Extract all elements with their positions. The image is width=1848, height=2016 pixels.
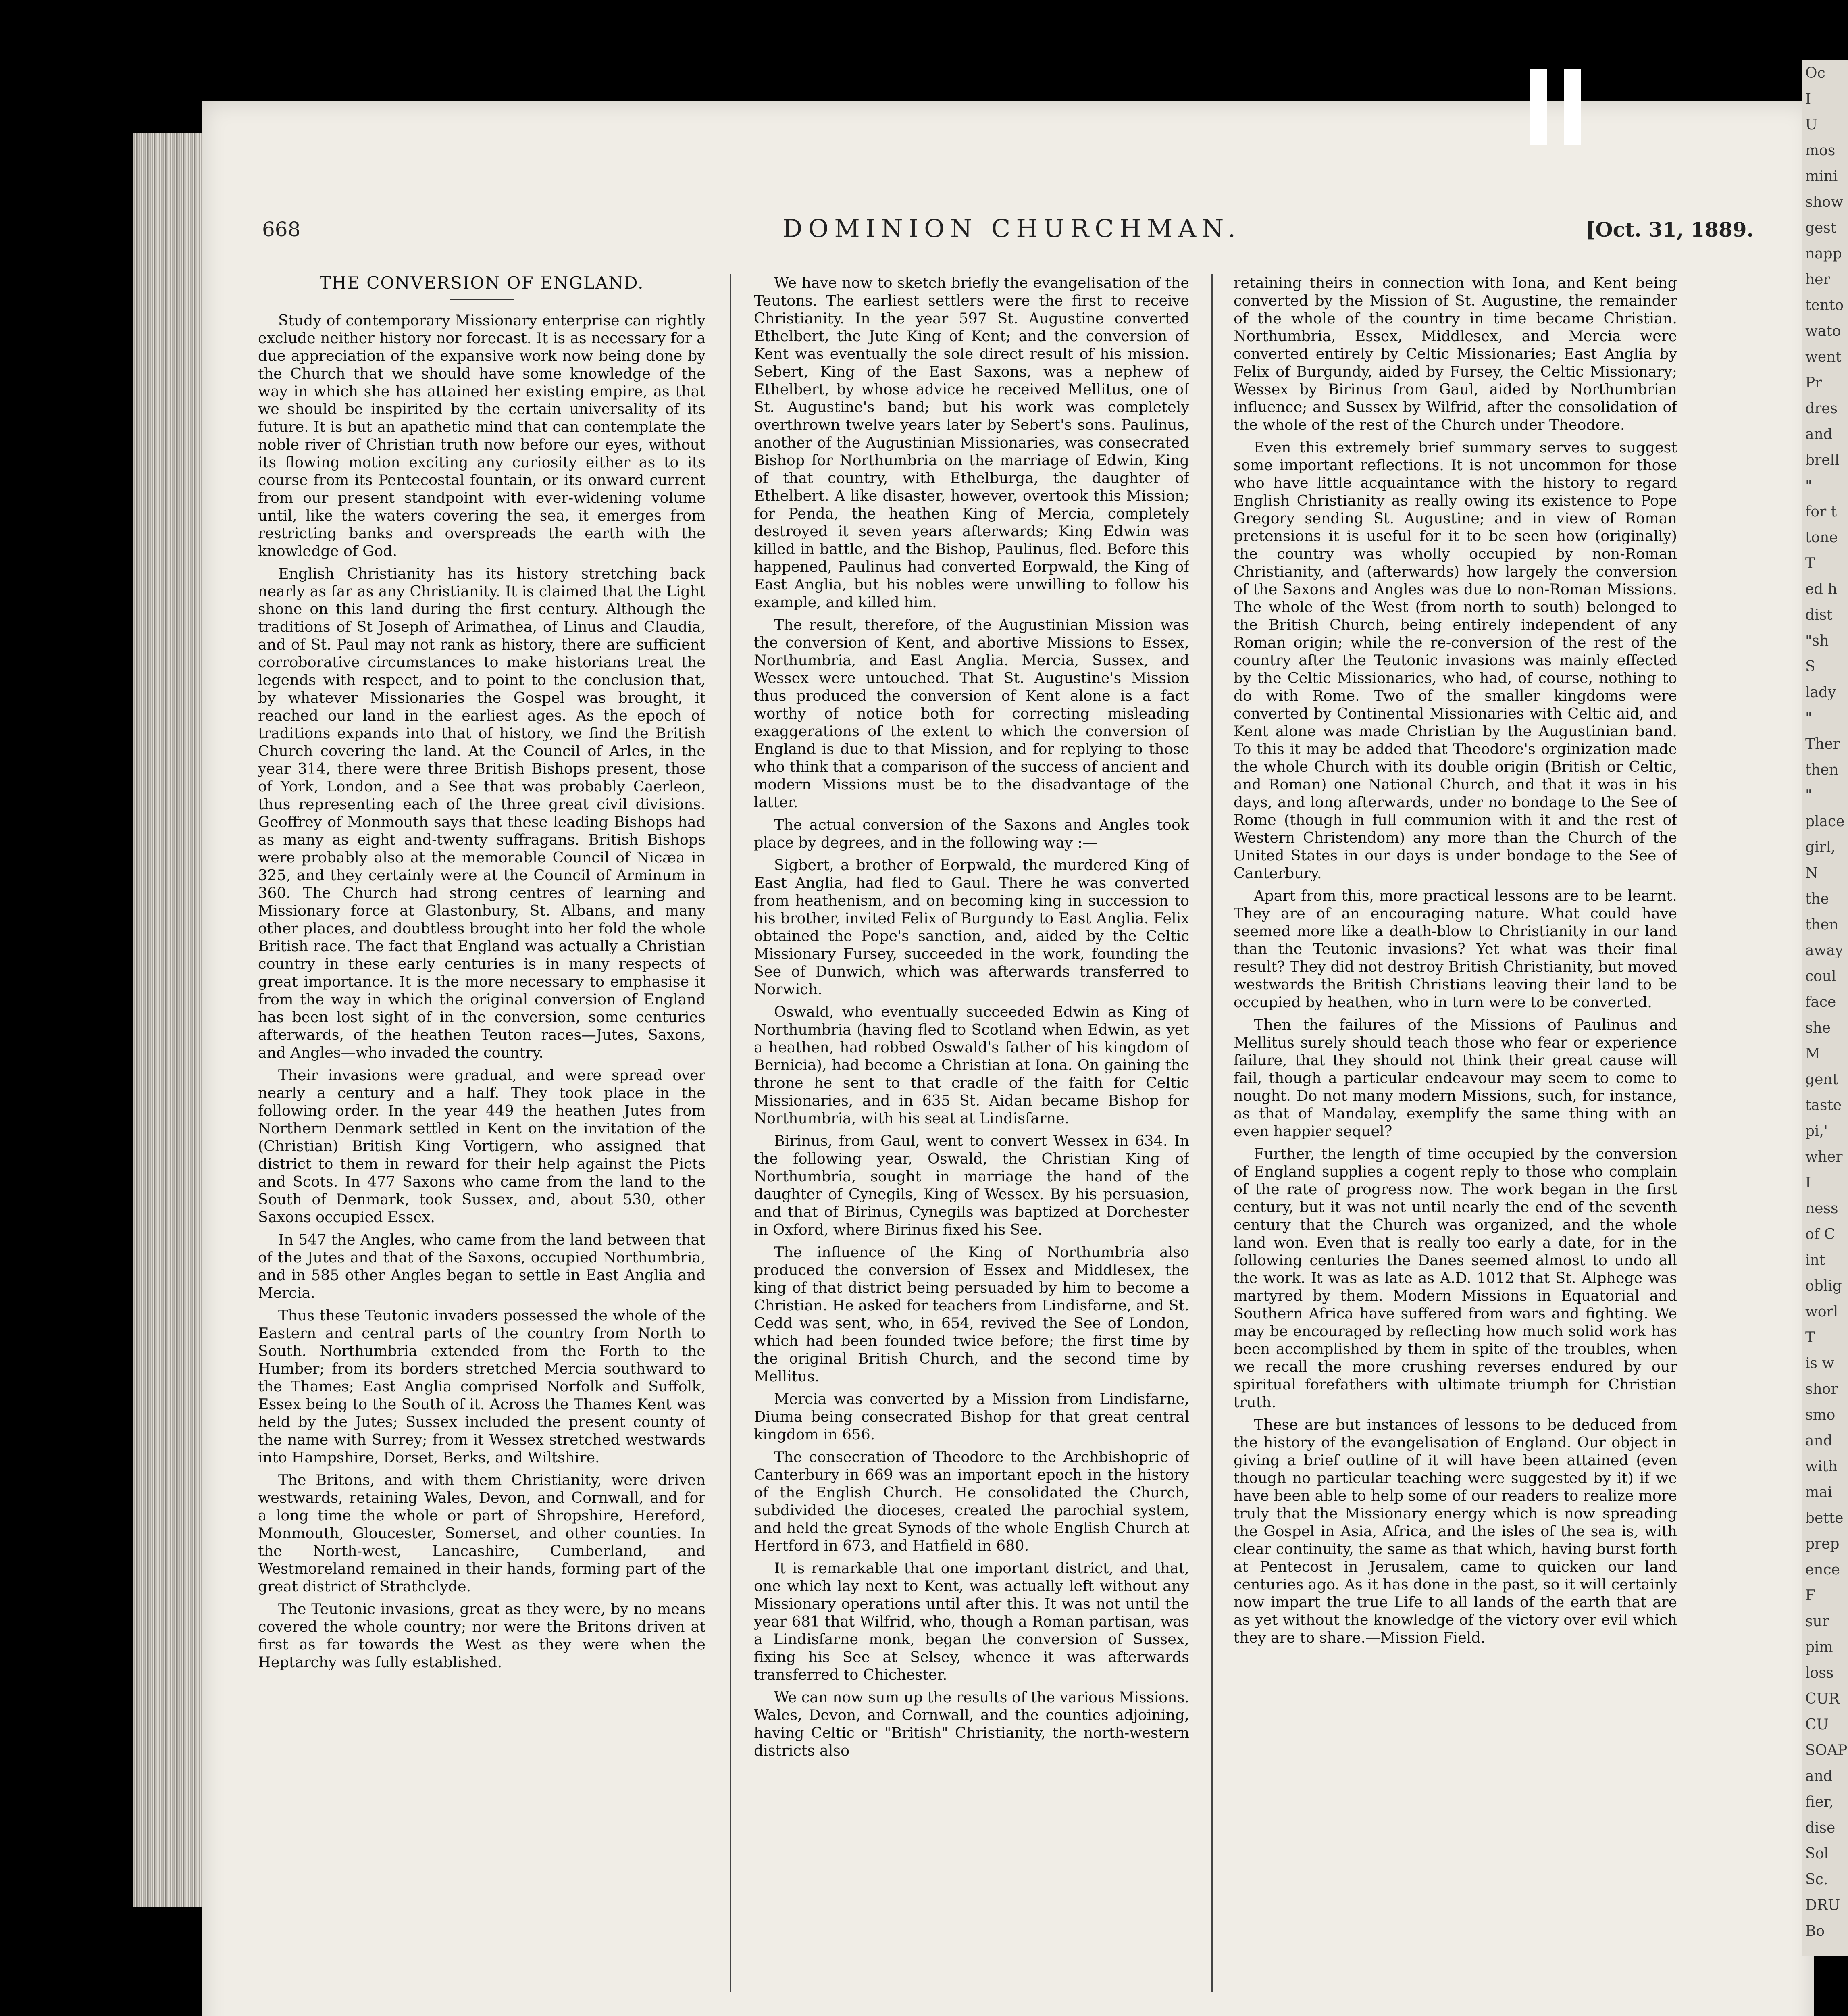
paragraph: Even this extremely brief summary serves to suggest some important reflections. It is not uncommon for those who have little acquaintance with the history to regard English Christianity as really owing its existence to Pope Gregory sending St. Augustine; and in view of Roman pretensions it is useful for it to be seen how (originally) the country was wholly occupied by non-Roman Christianity, and (afterwards) how largely the conversion of the Saxons and Angles was due to non-Roman Missions. The whole of the West (from north to south) belonged to the British Church, being entirely independent of any Roman origin; while the re-conversion of the rest of the country after the Teutonic invasions was mainly effected by the Celtic Missionaries, who had, of course, nothing to do with Rome. Two of the smaller kingdoms were converted by Continental Missionaries with Celtic aid, and Kent alone was made Christian by the Augustinian band. To this it may be added that Theodore's orginization made the whole Church with its double origin (British or Celtic, and Roman) one National Church, and that it was in his days, and long afterwards, under no bondage to the See of Rome (though in full communion with it and the rest of Western Christendom) any more than the Church of the United States in our days is under bondage to the See of Canterbury. (1234, 439, 1677, 882)
paragraph: Apart from this, more practical lessons are to be learnt. They are of an encouraging nature. What could have seemed more like a death-blow to Christianity in our land than the Teutonic invasions? Yet what was their final result? They did not destroy British Christianity, but moved westwards the British Christians leaving their land to be occupied by heathen, who in turn were to be converted. (1234, 887, 1677, 1011)
article-title: THE CONVERSION OF ENGLAND. (319, 274, 644, 293)
next-page-fragment: ed h (1805, 581, 1837, 598)
next-page-fragment: is w (1805, 1355, 1835, 1372)
next-page-fragment: " (1805, 710, 1812, 727)
next-page-fragment: M (1805, 1045, 1820, 1062)
next-page-fragment: for t (1805, 504, 1837, 520)
next-page-fragment: of C (1805, 1226, 1835, 1243)
next-page-fragment: her (1805, 271, 1830, 288)
paragraph: We have now to sketch briefly the evangelisation of the Teutons. The earliest settlers were the first to receive Christianity. In the year 597 St. Augustine converted Ethelbert, the Jute King of Kent; and the conversion of Kent was eventually the sole direct result of his mission. Sebert, King of the East Saxons, was a nephew of Ethelbert, by whose advice he received Mellitus, one of St. Augustine's band; but his work was completely overthrown twelve years later by Sebert's sons. Paulinus, another of the Augustinian Missionaries, was consecrated Bishop for Northumbria on the marriage of Edwin, King of that country, with Ethelburga, the daughter of Ethelbert. A like disaster, however, overtook this Mission; for Penda, the heathen King of Mercia, completely destroyed it seven years afterwards; King Edwin was killed in battle, and the Bishop, Paulinus, fled. Before this happened, Paulinus had converted Eorpwald, the King of East Anglia, but his nobles were unwilling to follow his example, and killed him. (754, 274, 1189, 611)
next-page-fragment: CU (1805, 1716, 1829, 1733)
next-page-fragment: Pr (1805, 375, 1822, 391)
next-page-strip (1802, 60, 1848, 1956)
paragraph: English Christianity has its history stretching back nearly as far as any Christianity. It is claimed that the Light shone on this land during the first century. Although the traditions of St Joseph of Arimathea, of Linus and Claudia, and of St. Paul may not rank as history, there are sufficient corroborative circumstances to make historians treat the legends with respect, and to point to the conclusion that, by whatever Missionaries the Gospel was brought, it reached our land in the earliest ages. As the epoch of traditions expands into that of history, we find the British Church covering the land. At the Council of Arles, in the year 314, there were three British Bishops present, those of York, London, and a See that was probably Caerleon, thus representing each of the three great civil divisions. Geoffrey of Monmouth says that these leading Bishops had as many as eight and-twenty suffragans. British Bishops were probably also at the memorable Council of Nicæa in 325, and they certainly were at the Council of Arminum in 360. The Church had strong centres of learning and Missionary force at Glastonbury, St. Albans, and many other places, and doubtless brought into her fold the whole British race. The fact that England was actually a Christian country in these early centuries is in many respects of great importance. It is the more necessary to emphasise it from the way in which the original conversion of England has been lost sight of in the conversion, some centuries afterwards, of the heathen Teuton races—Jutes, Saxons, and Angles—who invaded the country. (258, 565, 705, 1061)
paragraph: Mercia was converted by a Mission from Lindisfarne, Diuma being consecrated Bishop for that great central kingdom in 656. (754, 1390, 1189, 1443)
next-page-fragment: with (1805, 1458, 1838, 1475)
next-page-fragment: wher (1805, 1149, 1843, 1165)
paragraph: The Teutonic invasions, great as they were, by no means covered the whole country; nor were the Britons driven at first as far towards the West as they were when the Heptarchy was fully established. (258, 1600, 705, 1671)
next-page-fragment: taste (1805, 1097, 1842, 1114)
next-page-fragment: Bo (1805, 1923, 1825, 1939)
next-page-fragment: sur (1805, 1613, 1829, 1630)
next-page-fragment: show (1805, 194, 1844, 210)
next-page-fragment: Sol (1805, 1845, 1829, 1862)
next-page-fragment: Oc (1805, 65, 1825, 81)
next-page-fragment: mai (1805, 1484, 1833, 1501)
article-columns (258, 274, 1774, 2008)
next-page-fragment: SOAP (1805, 1742, 1848, 1759)
next-page-fragment: CUR (1805, 1691, 1840, 1707)
next-page-fragment: Ther (1805, 736, 1840, 752)
paragraph: In 547 the Angles, who came from the land between that of the Jutes and that of the Saxons, occupied Northumbria, and in 585 other Angles began to settle in East Anglia and Mercia. (258, 1231, 705, 1302)
next-page-fragment: face (1805, 994, 1836, 1010)
paragraph: The influence of the King of Northumbria also produced the conversion of Essex and Middlesex, the king of that district being persuaded by him to become a Christian. He asked for teachers from Lindisfarne, and St. Cedd was sent, who, in 654, revived the See of London, which had been founded twice before; the first time by the original British Church, and the second time by Mellitus. (754, 1243, 1189, 1385)
next-page-fragment: and (1805, 426, 1833, 443)
next-page-fragment: "sh (1805, 633, 1829, 649)
paragraph: Study of contemporary Missionary enterprise can rightly exclude neither history nor forecast. It is as necessary for a due appreciation of the expansive work now being done by the Church that we should have some knowledge of the way in which she has attained her existing empire, as that we should be inspirited by the certain universality of its future. It is but an apathetic mind that can contemplate the noble river of Christian truth now before our eyes, without its flowing motion exciting any curiosity either as to its course from its Pentecostal fountain, or its onward current from our present standpoint with ever-widening volume until, like the waters covering the sea, it emerges from restricting banks and overspreads the earth with the knowledge of God. (258, 312, 705, 560)
next-page-fragment: lady (1805, 684, 1836, 701)
next-page-fragment: dist (1805, 607, 1833, 623)
next-page-fragment: F (1805, 1587, 1815, 1604)
page-number: 668 (262, 218, 301, 241)
next-page-fragment: Sc. (1805, 1871, 1828, 1888)
next-page-fragment: shor (1805, 1381, 1838, 1397)
next-page-fragment: then (1805, 762, 1839, 778)
title-rule (450, 299, 514, 300)
next-page-fragment: T (1805, 555, 1815, 572)
paragraph: Their invasions were gradual, and were spread over nearly a century and a half. They took place in the following order. In the year 449 the heathen Jutes from Northern Denmark settled in Kent on the invitation of the (Christian) British King Vortigern, who assigned that district to them in reward for their help against the Picts and Scots. In 477 Saxons who came from the land to the South of Denmark, took Sussex, and, about 530, other Saxons occupied Essex. (258, 1066, 705, 1226)
paragraph: Oswald, who eventually succeeded Edwin as King of Northumbria (having fled to Scotland when Edwin, as yet a heathen, had robbed Oswald's father of his kingdom of Bernicia), had become a Christian at Iona. On gaining the throne he sent to that cradle of the faith for Celtic Missionaries, and in 635 St. Aidan became Bishop for Northumbria, with his seat at Lindisfarne. (754, 1003, 1189, 1127)
column-1 (258, 274, 705, 2008)
paragraph: The result, therefore, of the Augustinian Mission was the conversion of Kent, and abortive Missions to Essex, Northumbria, and East Anglia. Mercia, Sussex, and Wessex were untouched. That St. Augustine's Mission thus produced the conversion of Kent alone is a fact worthy of notice both for correcting misleading exaggerations of the extent to which the conversion of England is due to that Mission, and for replying to those who think that a comparison of the success of ancient and modern Missions must be to the disadvantage of the latter. (754, 616, 1189, 811)
paragraph: The consecration of Theodore to the Archbishopric of Canterbury in 669 was an important epoch in the history of the English Church. He consolidated the Church, subdivided the dioceses, created the parochial system, and held the great Synods of the whole English Church at Hertford in 673, and Hatfield in 680. (754, 1448, 1189, 1554)
paragraph: These are but instances of lessons to be deduced from the history of the evangelisation of England. Our object in giving a brief outline of it will have been attained (even though no particular teaching were suggested by it) if we have been able to help some of our readers to realize more truly that the Missionary energy which is now spreading the Gospel in Asia, Africa, and the isles of the sea is, with clear continuity, the same as that which, having burst forth at Pentecost in Jerusalem, came to quicken our land centuries ago. As it has done in the past, so it will certainly now impart the true Life to all lands of the earth that are as yet without the knowledge of the victory over evil which they are to share.—Mission Field. (1234, 1416, 1677, 1646)
next-page-fragment: pi,' (1805, 1123, 1828, 1139)
next-page-fragment: smo (1805, 1407, 1836, 1423)
next-page-fragment: int (1805, 1252, 1825, 1268)
next-page-fragment: tone (1805, 529, 1838, 546)
next-page-fragment: napp (1805, 246, 1842, 262)
next-page-fragment: oblig (1805, 1278, 1842, 1294)
paragraph: Thus these Teutonic invaders possessed the whole of the Eastern and central parts of the country from North to South. Northumbria extended from the Forth to the Humber; from its borders stretched Mercia southward to the Thames; East Anglia comprised Norfolk and Suffolk, Essex being to the South of it. Across the Thames Kent was held by the Jutes; Sussex included the present county of the name with Surrey; from it Wessex stretched westwards into Hampshire, Dorset, Berks, and Wiltshire. (258, 1307, 705, 1466)
next-page-fragment: place (1805, 813, 1845, 830)
next-page-fragment: prep (1805, 1536, 1840, 1552)
next-page-fragment: ence (1805, 1562, 1840, 1578)
next-page-fragment: worl (1805, 1304, 1838, 1320)
next-page-fragment: N (1805, 865, 1818, 881)
next-page-fragment: T (1805, 1329, 1815, 1346)
next-page-fragment: fier, (1805, 1794, 1834, 1810)
column-2 (754, 274, 1189, 2008)
next-page-fragment: she (1805, 1020, 1831, 1036)
paragraph: retaining theirs in connection with Iona, and Kent being converted by the Mission of St. Augustine, the remainder of the whole of the country in time became Christian. Northumbria, Essex, Middlesex, and Mercia were converted entirely by Celtic Missionaries; East Anglia by Felix of Burgundy, aided by Fursey, the Celtic Missionary; Wessex by Birinus from Gaul, aided by Northumbrian influence; and Sussex by Wilfrid, after the consolidation of the whole of the rest of the Church under Theodore. (1234, 274, 1677, 433)
next-page-fragment: loss (1805, 1665, 1834, 1681)
issue-date: [Oct. 31, 1889. (1586, 218, 1754, 242)
next-page-fragment: ness (1805, 1200, 1838, 1217)
next-page-fragment: I (1805, 1175, 1811, 1191)
page-header (262, 210, 1762, 250)
paragraph: The actual conversion of the Saxons and Angles took place by degrees, and in the following way :— (754, 816, 1189, 851)
book-page-edges (133, 133, 204, 1907)
paragraph: Then the failures of the Missions of Paulinus and Mellitus surely should teach those who fear or experience failure, that they should not think their great cause will fail, though a particular endeavour may seem to come to nought. Do not many modern Missions, such, for instance, as that of Mandalay, exemplify the same thing with an even happier sequel? (1234, 1016, 1677, 1140)
column-3 (1234, 274, 1677, 2008)
next-page-fragment: gent (1805, 1071, 1839, 1088)
paragraph: It is remarkable that one important district, and that, one which lay next to Kent, was actually left without any Missionary operations until after this. It was not until the year 681 that Wilfrid, who, though a Roman partisan, was a Lindisfarne monk, began the conversion of Sussex, fixing his See at Selsey, whence it was afterwards transferred to Chichester. (754, 1560, 1189, 1683)
next-page-fragment: " (1805, 787, 1812, 804)
paragraph: Birinus, from Gaul, went to convert Wessex in 634. In the following year, Oswald, the Christian King of Northumbria, sought in marriage the hand of the daughter of Cynegils, King of Wessex. By his persuasion, and that of Birinus, Cynegils was baptized at Dorchester in Oxford, where Birinus fixed his See. (754, 1132, 1189, 1238)
next-page-fragment: mini (1805, 168, 1838, 185)
column-divider (730, 274, 731, 1992)
next-page-fragment: wato (1805, 323, 1841, 339)
next-page-fragment: dres (1805, 400, 1838, 417)
next-page-fragment: gest (1805, 220, 1837, 236)
next-page-fragment: the (1805, 891, 1829, 907)
paragraph: Sigbert, a brother of Eorpwald, the murdered King of East Anglia, had fled to Gaul. There he was converted from heathenism, and on becoming king in succession to his brother, invited Felix of Burgundy to East Anglia. Felix obtained the Pope's sanction, and, aided by the Celtic Missionary Fursey, succeeded in the work, founding the See of Dunwich, which was afterwards transferred to Norwich. (754, 856, 1189, 998)
next-page-fragment: bette (1805, 1510, 1844, 1527)
next-page-fragment: brell (1805, 452, 1840, 469)
newspaper-title: DOMINION CHURCHMAN. (782, 214, 1242, 243)
next-page-fragment: tento (1805, 297, 1844, 314)
next-page-fragment: " (1805, 478, 1812, 494)
next-page-fragment: and (1805, 1433, 1833, 1449)
next-page-fragment: away (1805, 942, 1844, 959)
column-divider (1211, 274, 1213, 1992)
paragraph: Further, the length of time occupied by the conversion of England supplies a cogent reply to those who complain of the rate of progress now. The work began in the first century, but it was not until nearly the end of the seventh century that the Church was organized, and the whole land won. Even that is really too early a date, for in the following centuries the Danes seemed almost to undo all the work. It was as late as A.D. 1012 that St. Alphege was martyred by them. Modern Missions in Equatorial and Southern Africa have suffered from wars and fighting. We may be encouraged by reflecting how much solid work has been accomplished by them in spite of the troubles, when we recall the more crushing reverses endured by our spiritual forefathers with ultimate triumph for Christian truth. (1234, 1145, 1677, 1411)
paragraph: The Britons, and with them Christianity, were driven westwards, retaining Wales, Devon, and Cornwall, and for a long time the whole or part of Shropshire, Hereford, Monmouth, Gloucester, Somerset, and other counties. In the North-west, Lancashire, Cumberland, and Westmoreland remained in their hands, forming part of the great district of Strathclyde. (258, 1471, 705, 1595)
next-page-fragment: went (1805, 349, 1842, 365)
next-page-fragment: girl, (1805, 839, 1836, 856)
next-page-fragment: and (1805, 1768, 1833, 1785)
next-page-fragment: dise (1805, 1820, 1836, 1836)
next-page-fragment: then (1805, 916, 1839, 933)
next-page-fragment: S (1805, 658, 1815, 675)
paragraph: We can now sum up the results of the various Missions. Wales, Devon, and Cornwall, and the counties adjoining, having Celtic or "British" Christianity, the north-western districts also (754, 1689, 1189, 1759)
next-page-fragment: mos (1805, 142, 1836, 159)
binding-mark-top-right (1564, 69, 1581, 145)
binding-mark-top-left (1530, 69, 1547, 145)
next-page-fragment: pim (1805, 1639, 1833, 1656)
next-page-fragment: I (1805, 91, 1811, 107)
next-page-fragment: U (1805, 117, 1818, 133)
next-page-fragment: coul (1805, 968, 1836, 985)
next-page-fragment: DRU (1805, 1897, 1840, 1914)
